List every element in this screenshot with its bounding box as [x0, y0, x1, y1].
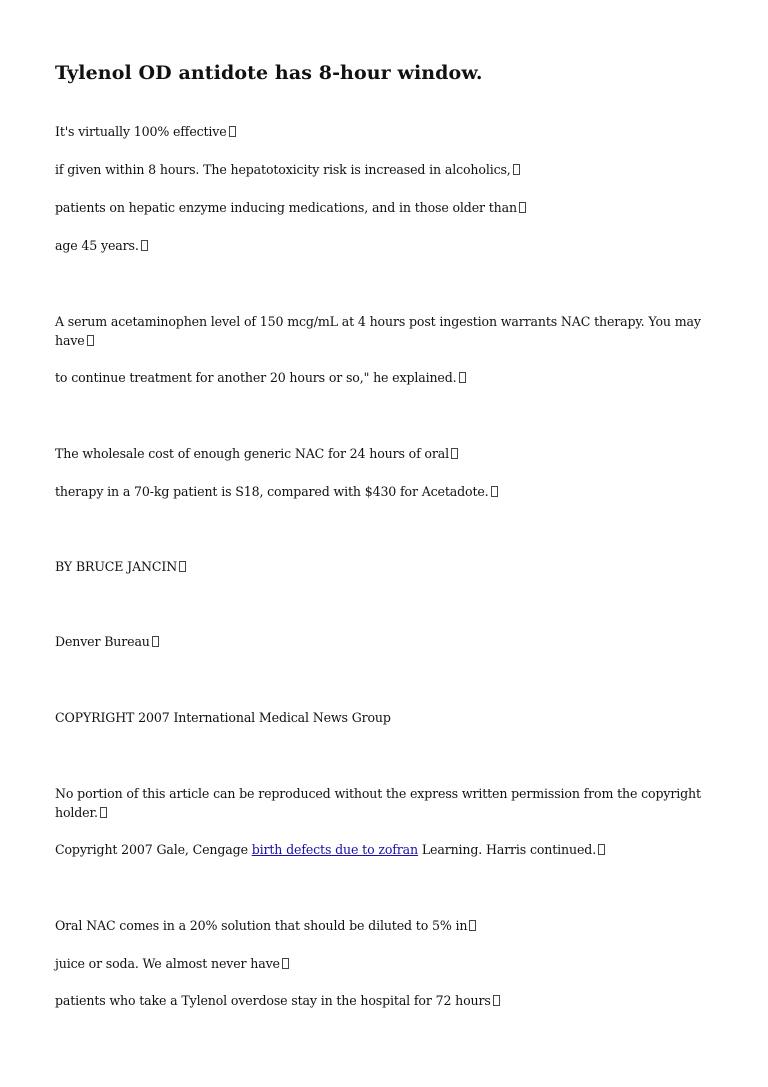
copyright-notice — [55, 708, 715, 727]
paragraph-text: age 45 years. — [55, 238, 139, 253]
paragraph-text: No portion of this article can be reproduced without the express written permission from the copyright holder. — [55, 786, 701, 820]
bureau — [55, 632, 715, 651]
paragraph — [55, 444, 715, 463]
paragraph-text: It's virtually 100% effective — [55, 124, 227, 139]
missing-glyph-icon — [469, 920, 476, 931]
paragraph-text: A serum acetaminophen level of 150 mcg/mL at 4 hours post ingestion warrants NAC therapy. You may have — [55, 314, 701, 348]
paragraph — [55, 160, 715, 179]
paragraph-text: The wholesale cost of enough generic NAC for 24 hours of oral — [55, 446, 449, 461]
missing-glyph-icon — [513, 164, 520, 175]
paragraph — [55, 784, 715, 822]
missing-glyph-icon — [491, 486, 498, 497]
missing-glyph-icon — [451, 448, 458, 459]
missing-glyph-icon — [141, 240, 148, 251]
missing-glyph-icon — [87, 335, 94, 346]
paragraph-text: juice or soda. We almost never have — [55, 956, 280, 971]
missing-glyph-icon — [152, 636, 159, 647]
bureau-text: Denver Bureau — [55, 634, 150, 649]
paragraph-text: if given within 8 hours. The hepatotoxicity risk is increased in alcoholics, — [55, 162, 511, 177]
article-link[interactable]: birth defects due to zofran — [251, 842, 418, 857]
paragraph — [55, 312, 715, 350]
paragraph-text: to continue treatment for another 20 hours or so," he explained. — [55, 370, 457, 385]
paragraph — [55, 198, 715, 217]
paragraph-text: patients who take a Tylenol overdose stay in the hospital for 72 hours — [55, 993, 491, 1008]
paragraph — [55, 236, 715, 255]
paragraph-text: patients on hepatic enzyme inducing medications, and in those older than — [55, 200, 517, 215]
paragraph — [55, 368, 715, 387]
paragraph — [55, 122, 715, 141]
missing-glyph-icon — [459, 372, 466, 383]
paragraph — [55, 991, 715, 1010]
paragraph — [55, 482, 715, 501]
paragraph — [55, 840, 715, 859]
byline-text: BY BRUCE JANCIN — [55, 559, 178, 574]
missing-glyph-icon — [598, 844, 605, 855]
byline — [55, 557, 715, 576]
paragraph-text: Copyright 2007 Gale, Cengage — [55, 842, 252, 857]
missing-glyph-icon — [179, 561, 186, 572]
paragraph-text: Learning. Harris continued. — [417, 842, 597, 857]
article-title: Tylenol OD antidote has 8-hour window. — [55, 62, 483, 84]
paragraph-text: Oral NAC comes in a 20% solution that should be diluted to 5% in — [55, 918, 468, 933]
missing-glyph-icon — [229, 126, 236, 137]
missing-glyph-icon — [282, 958, 289, 969]
paragraph — [55, 954, 715, 973]
paragraph-text: therapy in a 70-kg patient is S18, compared with $430 for Acetadote. — [55, 484, 489, 499]
paragraph — [55, 916, 715, 935]
missing-glyph-icon — [493, 995, 500, 1006]
copyright-text: COPYRIGHT 2007 International Medical News Group — [55, 710, 391, 725]
missing-glyph-icon — [519, 202, 526, 213]
missing-glyph-icon — [100, 807, 107, 818]
